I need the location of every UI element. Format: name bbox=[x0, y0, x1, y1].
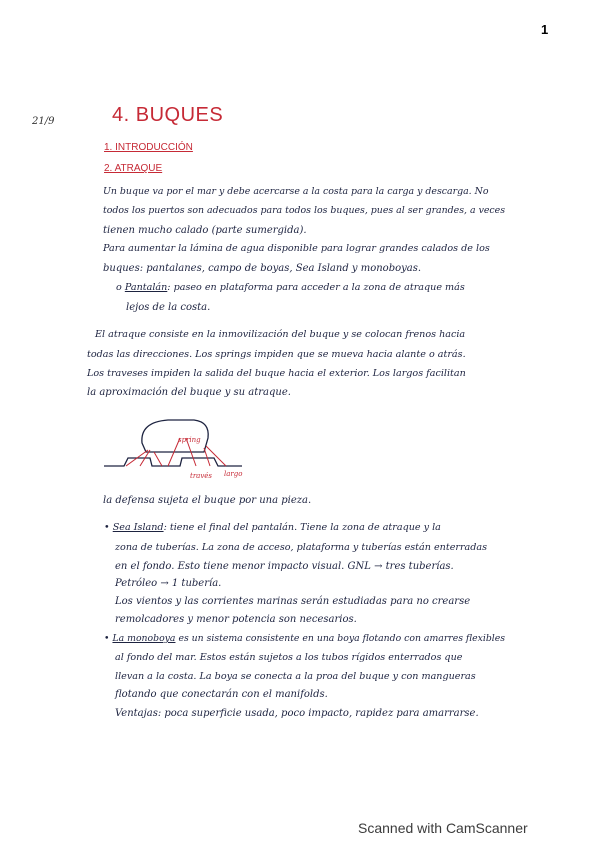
section-heading-atraque: 2. ATRAQUE bbox=[104, 163, 163, 174]
text-line: flotando que conectarán con el manifolds. bbox=[115, 689, 328, 700]
text-line: tienen mucho calado (parte sumergida). bbox=[103, 225, 307, 236]
list-item-sea-island bbox=[104, 523, 441, 533]
term-description: : tiene el final del pantalán. Tiene la zona de atraque y la bbox=[163, 522, 441, 533]
text-line: Para aumentar la lámina de agua disponible para lograr grandes calados de los bbox=[103, 243, 490, 254]
text-line: Los traveses impiden la salida del buque hacia el exterior. Los largos facilitan bbox=[87, 368, 466, 379]
term-pantalan: Pantalán bbox=[124, 282, 168, 293]
mooring-line bbox=[204, 448, 210, 466]
text-line: en el fondo. Esto tiene menor impacto visual. GNL → tres tuberías. bbox=[115, 561, 454, 572]
text-line: Petróleo → 1 tubería. bbox=[115, 578, 222, 589]
text-line: llevan a la costa. La boya se conecta a la proa del buque y con mangueras bbox=[115, 671, 476, 682]
term-description: es un sistema consistente en una boya flotando con amarres flexibles bbox=[178, 633, 506, 644]
text-line: todos los puertos son adecuados para todos los buques, pues al ser grandes, a veces bbox=[103, 205, 506, 216]
bullet: o bbox=[116, 282, 125, 293]
term-monoboya: La monoboya bbox=[112, 633, 176, 644]
text-line: la aproximación del buque y su atraque. bbox=[87, 387, 291, 398]
text-line: todas las direcciones. Los springs impiden que se mueva hacia alante o atrás. bbox=[87, 349, 466, 360]
term-sea-island: Sea Island bbox=[112, 522, 164, 533]
page-number: 1 bbox=[541, 22, 549, 37]
text-line: al fondo del mar. Estos están sujetos a los tubos rígidos enterrados que bbox=[115, 652, 463, 663]
page-title: 4. BUQUES bbox=[112, 104, 224, 126]
text-line: remolcadores y menor potencia son necesarios. bbox=[115, 614, 357, 625]
bullet: • bbox=[104, 522, 113, 533]
term-description: : paseo en plataforma para acceder a la zona de atraque más bbox=[167, 282, 465, 293]
label-largo: largo bbox=[224, 470, 243, 478]
date-note: 21/9 bbox=[32, 116, 55, 127]
text-line: buques: pantalanes, campo de boyas, Sea Island y monoboyas. bbox=[103, 263, 422, 274]
section-heading-intro: 1. INTRODUCCIÓN bbox=[104, 142, 193, 153]
text-line: Los vientos y las corrientes marinas serán estudiadas para no crearse bbox=[115, 596, 471, 607]
bullet: • bbox=[104, 633, 113, 644]
text-line: zona de tuberías. La zona de acceso, plataforma y tuberías están enterradas bbox=[115, 542, 488, 553]
mooring-diagram bbox=[102, 408, 252, 488]
scanner-watermark: Scanned with CamScanner bbox=[358, 820, 528, 836]
text-line: Ventajas: poca superficie usada, poco impacto, rapidez para amarrarse. bbox=[115, 708, 479, 719]
list-item-pantalan bbox=[116, 283, 465, 293]
text-line: lejos de la costa. bbox=[126, 302, 211, 313]
text-line: la defensa sujeta el buque por una pieza. bbox=[103, 495, 312, 506]
label-spring: spring bbox=[178, 436, 201, 444]
text-line: El atraque consiste en la inmovilización del buque y se colocan frenos hacia bbox=[95, 329, 466, 340]
mooring-line bbox=[154, 452, 162, 466]
text-line: Un buque va por el mar y debe acercarse a la costa para la carga y descarga. No bbox=[103, 186, 489, 197]
list-item-monoboya bbox=[104, 634, 505, 643]
label-traves: través bbox=[190, 472, 213, 480]
